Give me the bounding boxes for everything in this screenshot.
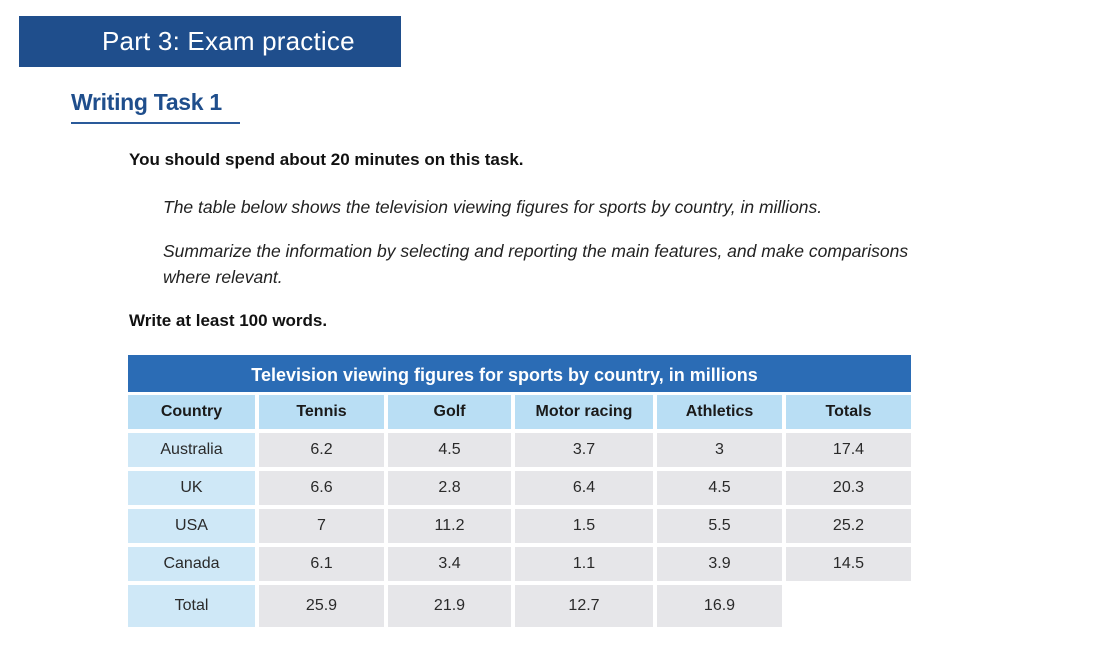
table-cell: 1.1 xyxy=(515,547,653,581)
table-cell: 6.2 xyxy=(259,433,384,467)
table-cell: 21.9 xyxy=(388,585,511,627)
table-header-row xyxy=(128,395,911,429)
task-prompt-description: The table below shows the television viewing figures for sports by country, in millions. xyxy=(163,197,823,217)
table-cell: 3.7 xyxy=(515,433,653,467)
table-row xyxy=(128,471,911,505)
table-cell: 4.5 xyxy=(388,433,511,467)
row-label: Total xyxy=(128,585,255,627)
table-cell: 14.5 xyxy=(786,547,911,581)
empty-cell xyxy=(786,585,911,627)
word-count-instruction: Write at least 100 words. xyxy=(129,311,328,330)
row-label: Canada xyxy=(128,547,255,581)
row-label: USA xyxy=(128,509,255,543)
table-cell: 12.7 xyxy=(515,585,653,627)
viewing-figures-table xyxy=(124,391,915,631)
table-caption: Television viewing figures for sports by country, in millions xyxy=(128,355,911,392)
task-prompt-summarize: Summarize the information by selecting and reporting the main features, and make comparisons where relevant. xyxy=(163,241,909,287)
table-cell: 2.8 xyxy=(388,471,511,505)
table-row xyxy=(128,433,911,467)
table-cell: 25.9 xyxy=(259,585,384,627)
table-cell: 7 xyxy=(259,509,384,543)
col-header-motor-racing: Motor racing xyxy=(515,395,653,429)
table-cell: 16.9 xyxy=(657,585,782,627)
row-label: Australia xyxy=(128,433,255,467)
table-cell: 25.2 xyxy=(786,509,911,543)
row-label: UK xyxy=(128,471,255,505)
table-total-row xyxy=(128,585,911,627)
table-cell: 20.3 xyxy=(786,471,911,505)
col-header-totals: Totals xyxy=(786,395,911,429)
table-cell: 6.1 xyxy=(259,547,384,581)
table-row xyxy=(128,547,911,581)
part-banner: Part 3: Exam practice xyxy=(19,16,401,67)
table-cell: 1.5 xyxy=(515,509,653,543)
table-cell: 6.4 xyxy=(515,471,653,505)
col-header-country: Country xyxy=(128,395,255,429)
table-cell: 3.9 xyxy=(657,547,782,581)
viewing-figures-table-container xyxy=(128,355,911,631)
table-cell: 3.4 xyxy=(388,547,511,581)
task-heading: Writing Task 1 xyxy=(71,86,240,124)
col-header-tennis: Tennis xyxy=(259,395,384,429)
table-cell: 5.5 xyxy=(657,509,782,543)
table-row xyxy=(128,509,911,543)
table-cell: 17.4 xyxy=(786,433,911,467)
col-header-golf: Golf xyxy=(388,395,511,429)
time-instruction: You should spend about 20 minutes on this task. xyxy=(129,150,524,169)
table-cell: 6.6 xyxy=(259,471,384,505)
table-cell: 3 xyxy=(657,433,782,467)
table-cell: 11.2 xyxy=(388,509,511,543)
col-header-athletics: Athletics xyxy=(657,395,782,429)
table-cell: 4.5 xyxy=(657,471,782,505)
